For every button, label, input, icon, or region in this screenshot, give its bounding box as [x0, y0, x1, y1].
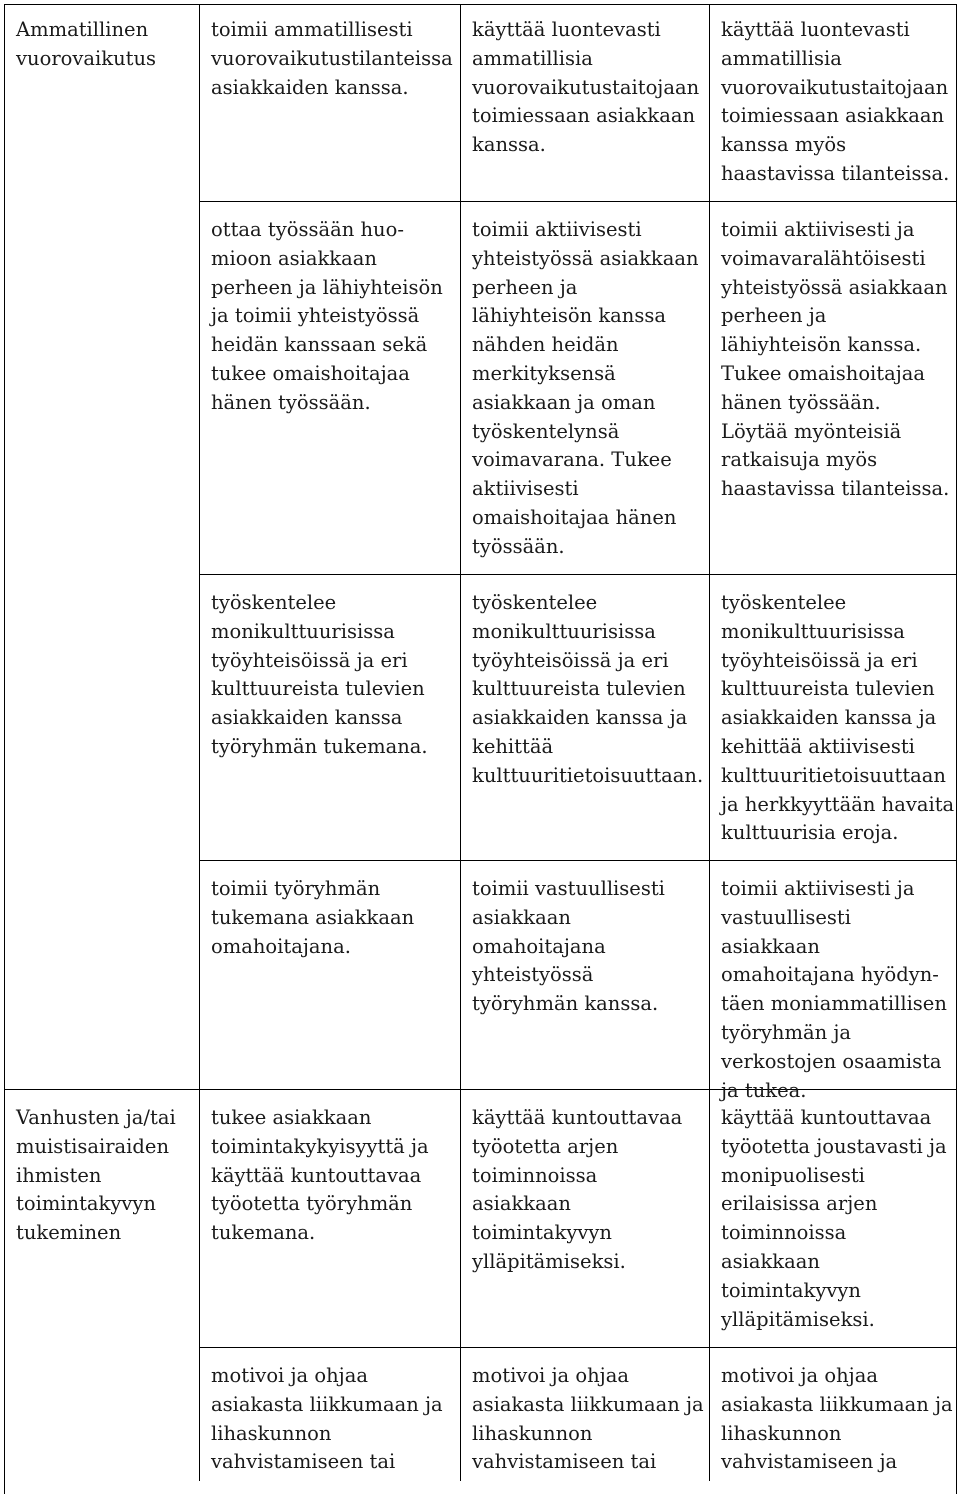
row-divider	[199, 201, 957, 202]
criteria-cell: motivoi ja ohjaa asiakasta liikkumaan ja lihaskunnon vahvistamiseen ja	[721, 1364, 953, 1474]
criteria-cell: motivoi ja ohjaa asiakasta liikkumaan ja lihaskunnon vahvistamiseen tai	[472, 1364, 704, 1474]
row-divider	[199, 860, 957, 861]
criteria-cell: motivoi ja ohjaa asiakasta liikkumaan ja lihaskunnon vahvistamiseen tai	[211, 1364, 443, 1474]
column-divider	[460, 4, 461, 1481]
criteria-cell: käyttää luontevasti ammatillisia vuorovaikutustaitojaan toimiessaan asiakkaan kanssa.	[472, 18, 700, 157]
column-divider	[709, 4, 710, 1481]
criteria-cell: työskentelee monikulttuurisissa työyhteisöissä ja eri kulttuureista tulevien asiakkaiden kanssa ja kehittää kulttuuritietoisuuttaan.	[472, 591, 704, 787]
column-divider	[199, 4, 200, 1481]
criteria-cell: toimii aktiivisesti ja vastuullisesti asiakkaan omahoitajana hyödyn- täen moniammatillisen työryhmän ja verkostojen osaamista ja tukea.	[721, 877, 947, 1102]
criteria-cell: toimii aktiivisesti yhteistyössä asiakkaan perheen ja lähiyhteisön kanssa nähden heidän merkityksensä asiakkaan ja oman työskentelynsä voimavarana. Tukee aktiivisesti omaishoitajaa hänen työssään.	[472, 218, 699, 558]
criteria-cell: ottaa työssään huo- mioon asiakkaan perheen ja lähiyhteisön ja toimii yhteistyössä heidän kanssaan sekä tukee omaishoitajaa hänen työssään.	[211, 218, 443, 414]
criteria-cell: työskentelee monikulttuurisissa työyhteisöissä ja eri kulttuureista tulevien asiakkaiden kanssa ja kehittää aktiivisesti kulttuuritietoisuuttaan ja herkkyyttään havaita kulttuurisia eroja.	[721, 591, 955, 845]
category-cell: Vanhusten ja/tai muistisairaiden ihmisten toimintakyvyn tukeminen	[16, 1106, 176, 1245]
criteria-cell: tukee asiakkaan toimintakykyisyyttä ja käyttää kuntouttavaa työotetta työryhmän tukemana.	[211, 1106, 429, 1245]
criteria-cell: käyttää kuntouttavaa työotetta joustavasti ja monipuolisesti erilaisissa arjen toiminnoissa asiakkaan toimintakyvyn ylläpitämiseksi.	[721, 1106, 947, 1331]
criteria-cell: käyttää kuntouttavaa työotetta arjen toiminnoissa asiakkaan toimintakyvyn ylläpitämiseksi.	[472, 1106, 683, 1273]
criteria-cell: toimii ammatillisesti vuorovaikutustilanteissa asiakkaiden kanssa.	[211, 18, 453, 99]
criteria-cell: käyttää luontevasti ammatillisia vuorovaikutustaitojaan toimiessaan asiakkaan kanssa myös haastavissa tilanteissa.	[721, 18, 950, 185]
criteria-cell: työskentelee monikulttuurisissa työyhteisöissä ja eri kulttuureista tulevien asiakkaiden kanssa työryhmän tukemana.	[211, 591, 428, 758]
criteria-cell: toimii aktiivisesti ja voimavaralähtöisesti yhteistyössä asiakkaan perheen ja lähiyhteisön kanssa. Tukee omaishoitajaa hänen työssään. Löytää myönteisiä ratkaisuja myös haastavissa tilanteissa.	[721, 218, 950, 501]
criteria-cell: toimii vastuullisesti asiakkaan omahoitajana yhteistyössä työryhmän kanssa.	[472, 877, 665, 1016]
row-divider	[199, 1347, 957, 1348]
row-divider	[199, 574, 957, 575]
criteria-cell: toimii työryhmän tukemana asiakkaan omahoitajana.	[211, 877, 415, 958]
category-cell: Ammatillinen vuorovaikutus	[16, 18, 157, 70]
